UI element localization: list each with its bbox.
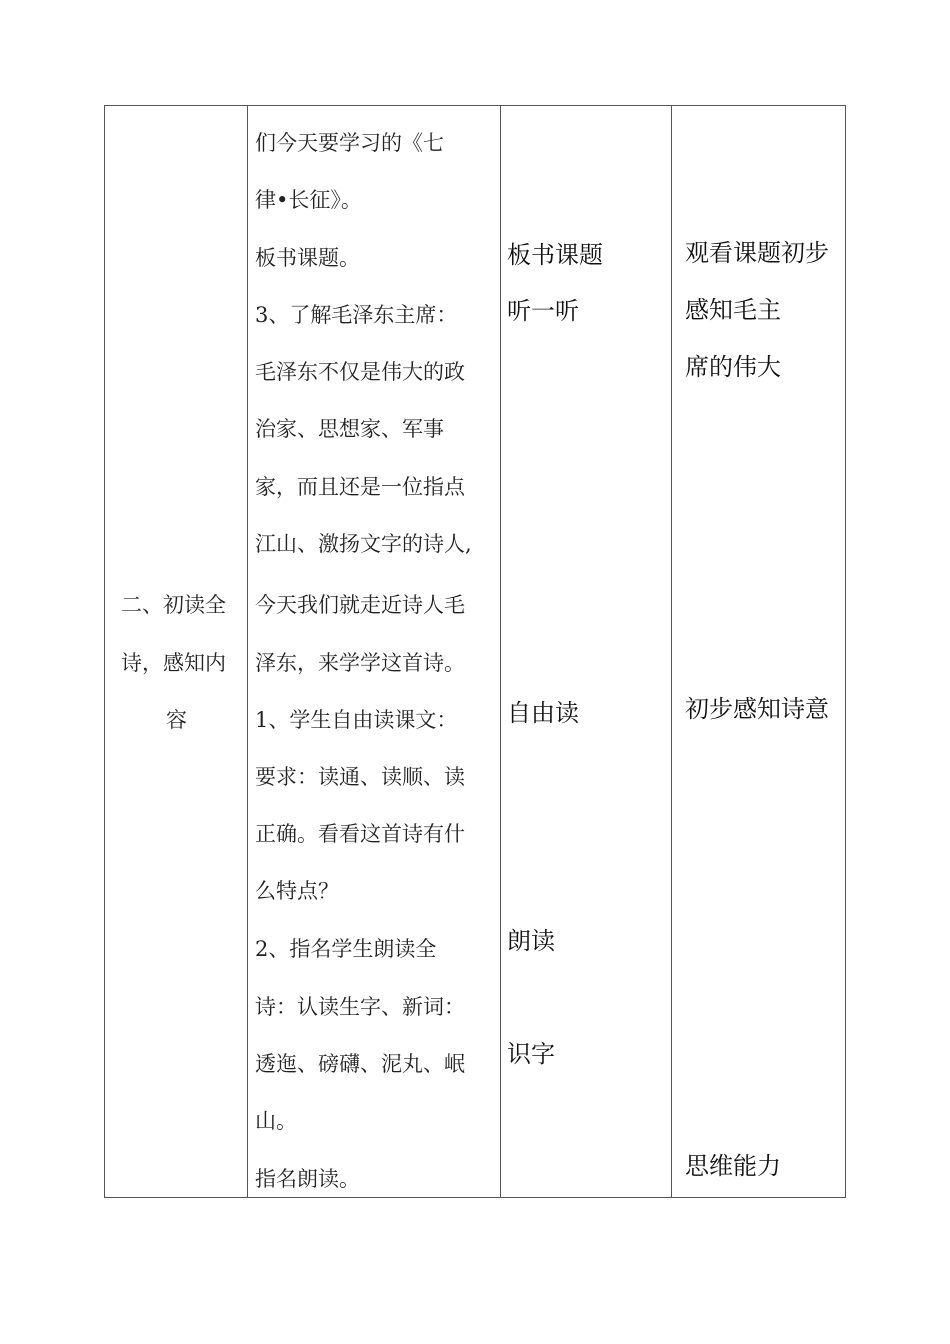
activity-line: 听一听 <box>507 297 579 325</box>
activity-line: 朗读 <box>507 927 555 955</box>
content-line: 们今天要学习的《七 <box>255 131 444 155</box>
content-line: 律•长征》。 <box>255 188 362 212</box>
section-line: 容 <box>166 708 187 732</box>
content-line: 么特点？ <box>255 879 339 903</box>
activity-line: 自由读 <box>507 699 579 727</box>
section-cell <box>105 106 247 1197</box>
intent-line: 席的伟大 <box>685 353 781 381</box>
content-line: 指名朗读。 <box>255 1167 360 1191</box>
content-line: 要求：读通、读顺、读 <box>255 765 465 789</box>
content-line: 家，而且还是一位指点 <box>255 475 465 499</box>
content-line: 正确。看看这首诗有什 <box>255 822 465 846</box>
content-line: 板书课题。 <box>255 246 360 270</box>
content-cell <box>248 106 500 1197</box>
intent-line: 感知毛主 <box>685 296 781 324</box>
lesson-table <box>104 105 846 1198</box>
content-line: 1、学生自由读课文： <box>255 708 458 732</box>
activity-line: 识字 <box>507 1040 555 1068</box>
content-line: 透迤、磅礴、泥丸、岷 <box>255 1052 465 1076</box>
content-line: 今天我们就走近诗人毛 <box>255 593 465 617</box>
content-line: 山。 <box>255 1109 297 1133</box>
section-line: 二、初读全 <box>121 593 226 617</box>
section-line: 诗，感知内 <box>121 651 226 675</box>
content-line: 江山、激扬文字的诗人, <box>255 532 472 556</box>
content-line: 诗：认读生字、新词： <box>255 995 465 1019</box>
content-line: 毛泽东不仅是伟大的政 <box>255 360 465 384</box>
content-line: 治家、思想家、军事 <box>255 417 444 441</box>
activity-cell <box>501 106 671 1197</box>
content-line: 2、指名学生朗读全 <box>255 937 437 961</box>
intent-cell <box>672 106 846 1197</box>
content-line: 3、了解毛泽东主席： <box>255 303 458 327</box>
intent-line: 思维能力 <box>685 1152 781 1180</box>
intent-line: 观看课题初步 <box>685 239 829 267</box>
activity-line: 板书课题 <box>507 241 603 269</box>
content-line: 泽东，来学学这首诗。 <box>255 651 465 675</box>
intent-line: 初步感知诗意 <box>685 695 829 723</box>
